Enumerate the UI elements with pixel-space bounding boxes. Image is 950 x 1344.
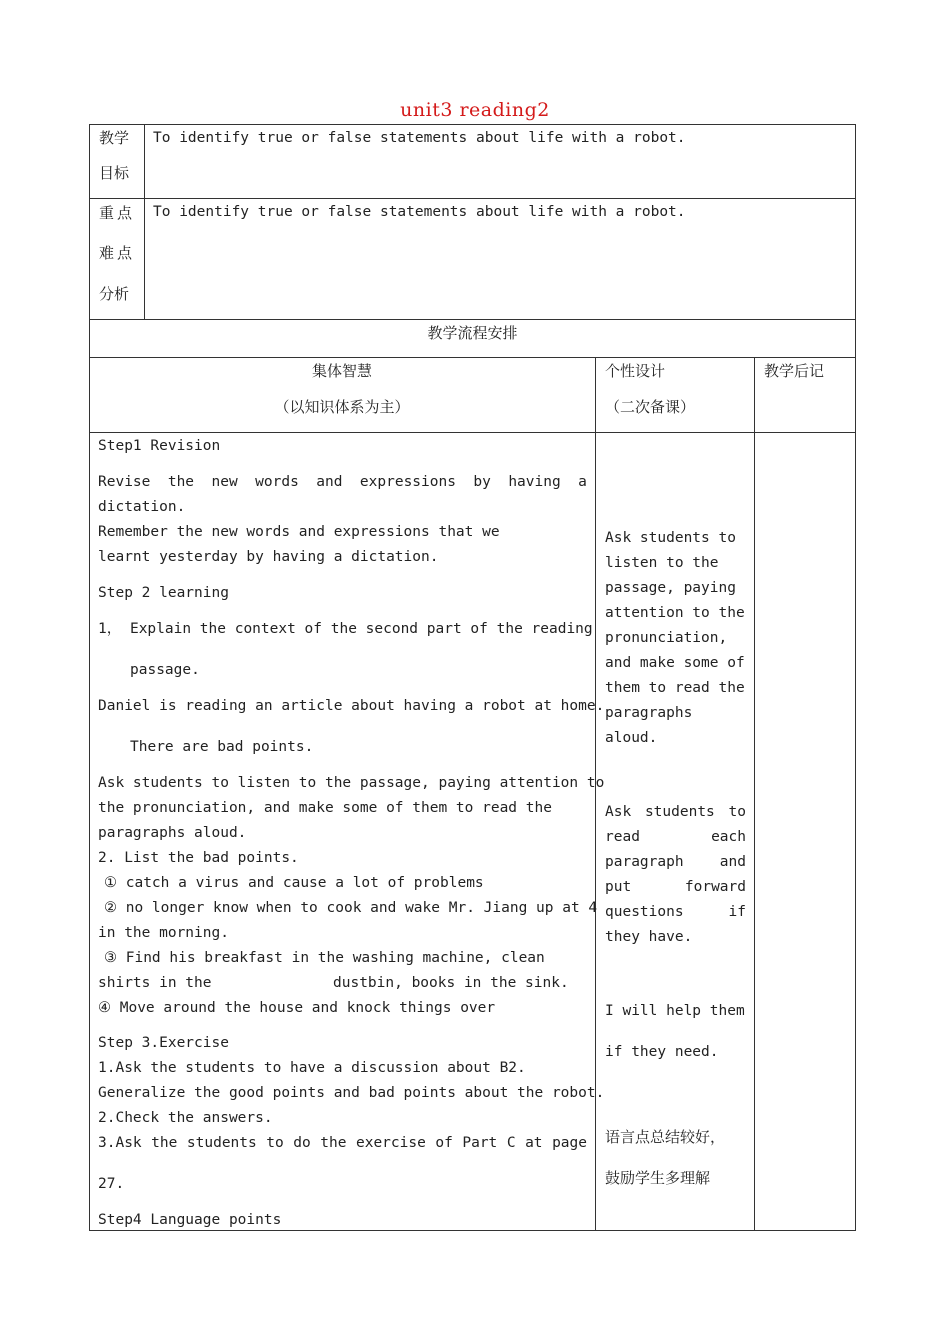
- word: and: [316, 474, 343, 490]
- word: expressions: [359, 474, 456, 490]
- side-line: passage, paying: [605, 580, 736, 596]
- word: by: [473, 474, 491, 490]
- text-line: paragraphs aloud.: [98, 825, 247, 841]
- col1-header: 集体智慧: [311, 362, 372, 380]
- text-line: Ask students to listen to the passage, paying attention to: [98, 775, 605, 791]
- side-line: if they need.: [605, 1044, 719, 1060]
- text-line: Daniel is reading an article about having a robot at home.: [98, 698, 605, 714]
- col2-subheader: （二次备课）: [605, 398, 696, 416]
- side-line: they have.: [605, 929, 693, 945]
- text-line: passage.: [130, 662, 200, 678]
- word: the: [167, 474, 195, 490]
- word: each: [711, 829, 746, 845]
- text-line: 3.Ask the students to do the exercise of Part C at page: [98, 1135, 587, 1151]
- side-line: pronunciation,: [605, 630, 728, 646]
- text-line: dictation.: [98, 499, 186, 515]
- side-line: paragraphs: [605, 705, 693, 721]
- text-line: 2. List the bad points.: [98, 850, 299, 866]
- side-line: listen to the: [605, 555, 719, 571]
- col2-header: 个性设计: [605, 362, 666, 380]
- text-line: 27.: [98, 1176, 125, 1192]
- row-divider: [89, 319, 856, 320]
- text-line: the pronunciation, and make some of them to read the: [98, 800, 552, 816]
- side-line: 语言点总结较好，: [605, 1128, 726, 1146]
- side-line: them to read the: [605, 680, 745, 696]
- text-line: There are bad points.: [130, 739, 314, 755]
- step2-heading: Step 2 learning: [98, 585, 229, 601]
- word: paragraph: [605, 854, 684, 870]
- side-line: I will help them: [605, 1003, 745, 1019]
- word: Ask: [605, 804, 632, 820]
- row-divider: [89, 432, 856, 433]
- list-item: ② no longer know when to cook and wake Mr. Jiang up at 4: [104, 900, 598, 916]
- step3-heading: Step 3.Exercise: [98, 1035, 229, 1051]
- word: new: [211, 474, 238, 490]
- side-justified-line: [605, 803, 746, 821]
- key-points-text: To identify true or false statements about life with a robot.: [153, 204, 686, 220]
- col3-header: 教学后记: [764, 362, 825, 380]
- side-justified-line: [605, 828, 746, 846]
- word: words: [255, 474, 299, 490]
- side-line: Ask students to: [605, 530, 736, 546]
- side-line: 鼓励学生多理解: [605, 1169, 711, 1187]
- list-item: ③ Find his breakfast in the washing machine, clean: [104, 950, 545, 966]
- side-justified-line: [605, 903, 746, 921]
- word: forward: [684, 879, 746, 895]
- list-item: ④ Move around the house and knock things over: [98, 1000, 496, 1016]
- side-line: aloud.: [605, 730, 658, 746]
- word: and: [719, 854, 746, 870]
- text-line: Remember the new words and expressions that we: [98, 524, 500, 540]
- objective-label-1: 教学: [99, 129, 130, 147]
- text-line: in the morning.: [98, 925, 229, 941]
- word: to: [728, 804, 746, 820]
- objective-text: To identify true or false statements about life with a robot.: [153, 130, 686, 146]
- key-points-label-3: 分析: [99, 285, 130, 303]
- text-line: learnt yesterday by having a dictation.: [98, 549, 439, 565]
- key-points-label-1: 重点: [99, 204, 136, 222]
- text-line: shirts in the: [98, 975, 212, 991]
- step4-heading: Step4 Language points: [98, 1212, 282, 1228]
- text-line: 1， Explain the context of the second part of the reading: [98, 621, 593, 637]
- word: read: [605, 829, 640, 845]
- word: a: [578, 474, 587, 490]
- col-divider: [144, 124, 145, 319]
- word: students: [644, 804, 715, 820]
- side-justified-line: [605, 878, 746, 896]
- side-line: attention to the: [605, 605, 745, 621]
- word: having: [508, 474, 561, 490]
- word: if: [728, 904, 746, 920]
- row-divider: [89, 198, 856, 199]
- text-line: dustbin, books in the sink.: [333, 975, 569, 991]
- col1-subheader: （以知识体系为主）: [274, 398, 410, 416]
- flow-header: 教学流程安排: [427, 324, 518, 342]
- page-title: unit3 reading2: [400, 99, 550, 121]
- word: questions: [605, 904, 684, 920]
- text-line: 1.Ask the students to have a discussion about B2.: [98, 1060, 526, 1076]
- word: Revise: [98, 474, 151, 490]
- step1-heading: Step1 Revision: [98, 438, 221, 454]
- objective-label-2: 目标: [99, 164, 130, 182]
- row-divider: [89, 357, 856, 358]
- justified-line: [98, 473, 587, 491]
- word: put: [605, 879, 632, 895]
- list-item: ① catch a virus and cause a lot of problems: [104, 875, 484, 891]
- key-points-label-2: 难点: [99, 244, 136, 262]
- text-line: Generalize the good points and bad points about the robot.: [98, 1085, 605, 1101]
- side-line: and make some of: [605, 655, 745, 671]
- col-divider: [754, 357, 755, 1231]
- text-line: 2.Check the answers.: [98, 1110, 273, 1126]
- side-justified-line: [605, 853, 746, 871]
